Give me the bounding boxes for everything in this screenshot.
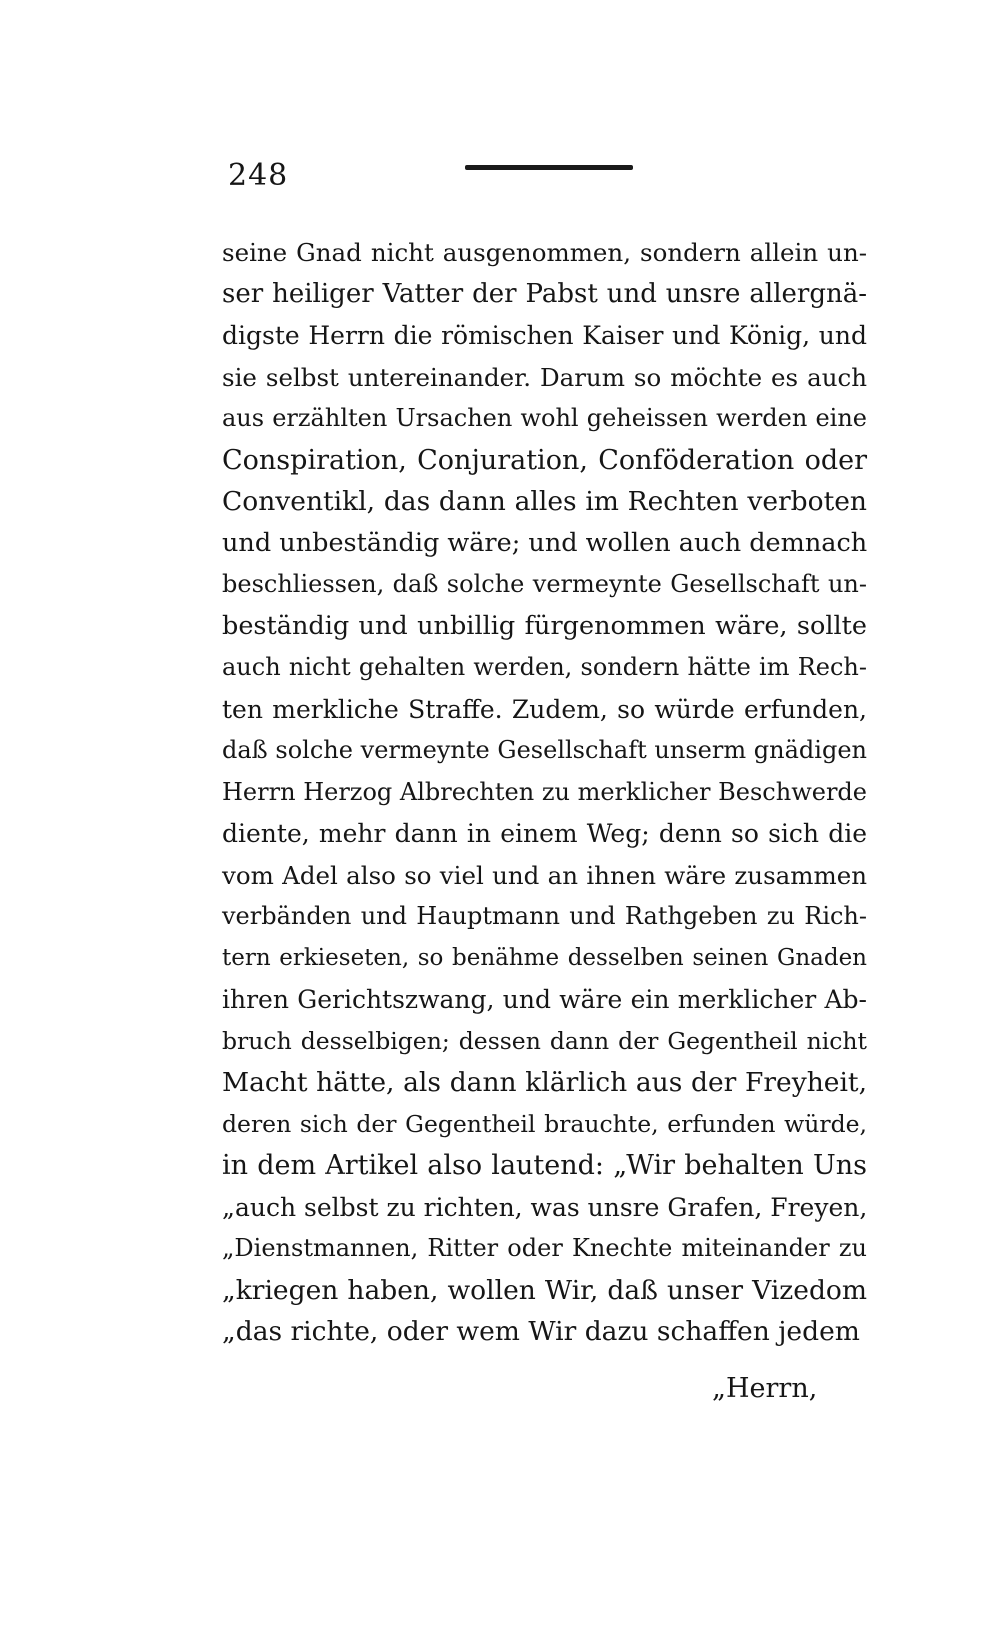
text-line: „Dienstmannen, Ritter oder Knechte miteinander zu <box>222 1234 867 1262</box>
page-header <box>0 0 1000 200</box>
text-line: seine Gnad nicht ausgenommen, sondern allein un- <box>222 238 867 267</box>
text-line: vom Adel also so viel und an ihnen wäre zusammen <box>222 860 867 890</box>
text-line: beständig und unbillig fürgenommen wäre, sollte <box>222 610 867 641</box>
text-line: „kriegen haben, wollen Wir, daß unser Vizedom <box>222 1274 867 1306</box>
text-line: Conventikl, das dann alles im Rechten verboten <box>222 486 867 517</box>
text-line: „auch selbst zu richten, was unsre Grafen, Freyen, <box>222 1192 868 1222</box>
text-line: Conspiration, Conjuration, Conföderation oder <box>222 444 867 476</box>
text-line: in dem Artikel also lautend: „Wir behalten Uns <box>222 1150 867 1181</box>
text-line: sie selbst untereinander. Darum so möchte es auch <box>222 362 867 392</box>
body-text <box>222 232 867 1353</box>
text-line: diente, mehr dann in einem Weg; denn so sich die <box>222 819 867 848</box>
text-line: daß solche vermeynte Gesellschaft unserm gnädigen <box>222 736 867 764</box>
text-line: beschliessen, daß solche vermeynte Gesellschaft un- <box>222 570 867 598</box>
page-number: 248 <box>228 158 289 193</box>
text-line: auch nicht gehalten werden, sondern hätte im Rech- <box>222 653 867 681</box>
header-rule <box>465 165 633 170</box>
text-line: bruch desselbigen; dessen dann der Gegentheil nicht <box>222 1026 867 1055</box>
text-line: Macht hätte, als dann klärlich aus der Freyheit, <box>222 1067 867 1098</box>
catchword: „Herrn, <box>712 1373 818 1404</box>
text-line: aus erzählten Ursachen wohl geheissen werden eine <box>222 404 867 432</box>
text-line: tern erkieseten, so benähme desselben seinen Gnaden <box>222 944 867 971</box>
text-line: digste Herrn die römischen Kaiser und König, und <box>222 321 867 350</box>
text-line: verbänden und Hauptmann und Rathgeben zu Rich- <box>222 902 867 930</box>
text-line: und unbeständig wäre; und wollen auch demnach <box>222 527 868 558</box>
text-line: ten merkliche Straffe. Zudem, so würde erfunden, <box>222 694 867 724</box>
text-line: ihren Gerichtszwang, und wäre ein merklicher Ab- <box>222 985 867 1014</box>
text-line: Herrn Herzog Albrechten zu merklicher Beschwerde <box>222 777 867 806</box>
text-line: deren sich der Gegentheil brauchte, erfunden würde, <box>222 1109 867 1138</box>
text-line: „das richte, oder wem Wir dazu schaffen jedem <box>222 1316 860 1347</box>
text-line: ser heiliger Vatter der Pabst und unsre allergnä- <box>222 278 867 309</box>
